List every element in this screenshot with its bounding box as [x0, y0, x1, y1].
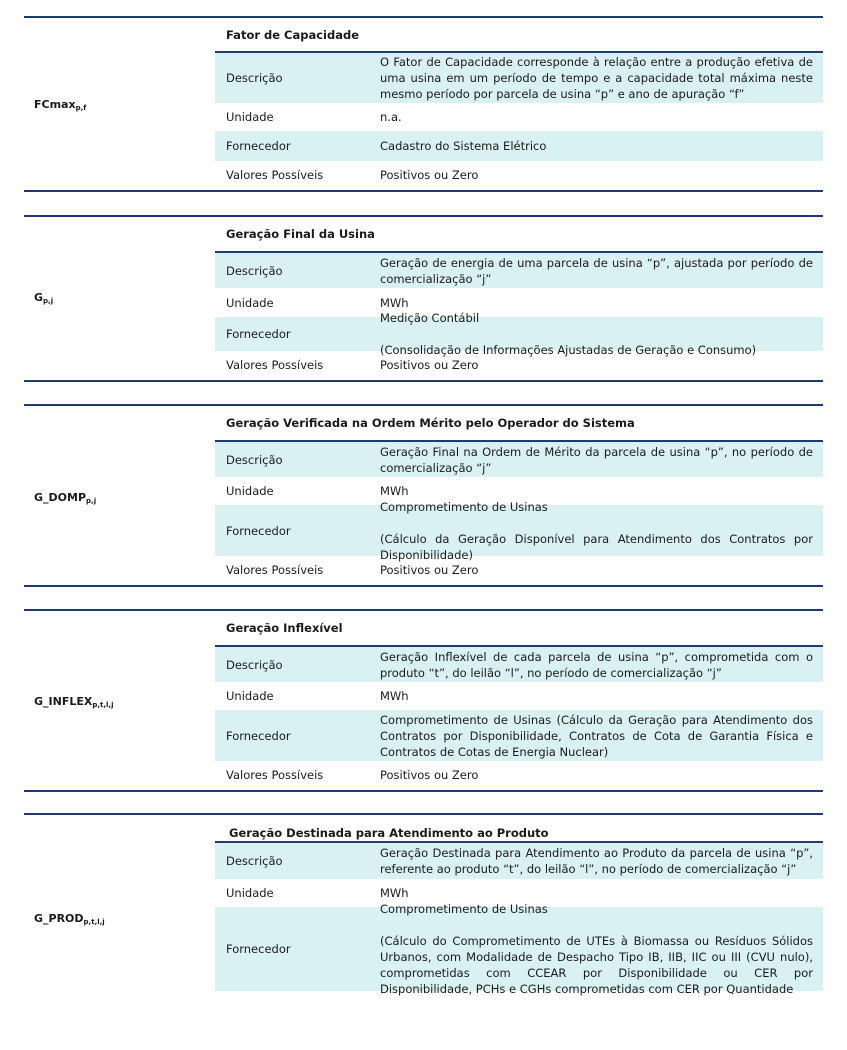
row-unidade — [215, 103, 823, 131]
row-value: Positivos ou Zero — [380, 358, 479, 372]
row-label: Fornecedor — [226, 139, 291, 153]
row-label: Descrição — [226, 263, 283, 278]
row-label: Fornecedor — [226, 523, 291, 538]
row-label: Unidade — [226, 295, 274, 310]
block-title: Geração Verificada na Ordem Mérito pelo Operador do Sistema — [226, 416, 635, 430]
block-title: Geração Destinada para Atendimento ao Produto — [229, 826, 549, 840]
row-value: Comprometimento de Usinas (Cálculo da Geração Disponível para Atendimento dos Contratos por Disponibilidade) — [380, 499, 813, 562]
block-top-rule — [24, 16, 823, 18]
variable-name: $G_{p,j}$ — [34, 291, 54, 305]
row-fornecedor — [215, 499, 823, 562]
block-bottom-rule — [24, 585, 823, 587]
variable-name: $G\_INFLEX_{p,t,l,j}$ — [34, 695, 114, 709]
row-value: Cadastro do Sistema Elétrico — [380, 139, 547, 153]
row-value: n.a. — [380, 110, 402, 124]
variable-name: $G\_PROD_{p,t,l,j}$ — [34, 912, 105, 926]
row-value: O Fator de Capacidade corresponde à relação entre a produção efetiva de uma usina em um período de tempo e a capacidade total máxima neste mesmo período por parcela de usina “p” e ano de apuração “f” — [380, 55, 813, 101]
row-label: Unidade — [226, 689, 274, 703]
row-value: Geração Inflexível de cada parcela de usina “p”, comprometida com o produto “t”, do leilão “l”, no período de comercialização “j” — [380, 649, 813, 680]
row-value: Positivos ou Zero — [380, 563, 479, 577]
row-value: MWh — [380, 886, 409, 900]
block-top-rule — [24, 404, 823, 406]
row-descricao — [215, 843, 823, 879]
block-top-rule — [24, 609, 823, 611]
row-value: Positivos ou Zero — [380, 768, 479, 782]
block-title: Geração Inflexível — [226, 621, 343, 635]
row-descricao — [215, 442, 823, 477]
row-value: Medição Contábil (Consolidação de Informações Ajustadas de Geração e Consumo) — [380, 311, 757, 357]
row-fornecedor — [215, 902, 823, 996]
row-descricao — [215, 53, 823, 103]
row-value: Comprometimento de Usinas (Cálculo da Geração para Atendimento dos Contratos por Disponibilidade, Contratos de Cota de Garantia Física e Contratos de Cotas de Energia Nuclear) — [380, 712, 813, 759]
row-label: Fornecedor — [226, 728, 291, 743]
row-descricao — [215, 253, 823, 288]
row-unidade — [215, 682, 823, 710]
block-bottom-rule — [24, 380, 823, 382]
row-value: Geração de energia de uma parcela de usina “p”, ajustada por período de comercialização “j” — [380, 255, 813, 286]
row-fornecedor — [215, 131, 823, 161]
row-value: Geração Destinada para Atendimento ao Produto da parcela de usina “p”, referente ao produto “t”, do leilão “l”, no período de comercialização “j” — [380, 846, 813, 876]
row-fornecedor — [215, 710, 823, 761]
row-value: Comprometimento de Usinas (Cálculo do Comprometimento de UTEs à Biomassa ou Resíduos Sólidos Urbanos, com Modalidade de Despacho Tipo IB, IIB, IIC ou III (CVU nulo), comprometidas com CCEAR por Disponibilidade ou CER por Disponibilidade, PCHs e CGHs comprometidas com CER por Quantidade — [380, 902, 813, 996]
variable-name: $G\_DOMP_{p,j}$ — [34, 491, 97, 505]
block-top-rule — [24, 215, 823, 217]
row-label: Unidade — [226, 484, 274, 498]
row-valores — [215, 351, 823, 379]
row-value: MWh — [380, 689, 409, 703]
row-valores — [215, 161, 823, 189]
block-title: Geração Final da Usina — [226, 227, 375, 241]
row-value: MWh — [380, 295, 409, 310]
row-descricao — [215, 647, 823, 682]
row-label: Fornecedor — [226, 942, 291, 956]
row-label: Descrição — [226, 452, 283, 467]
row-fornecedor — [215, 311, 823, 357]
row-valores — [215, 761, 823, 789]
row-label: Unidade — [226, 886, 274, 900]
block-top-rule — [24, 813, 823, 815]
variable-name: FCmax$_{p,f}$ — [34, 98, 87, 112]
row-label: Descrição — [226, 71, 283, 85]
row-label: Valores Possíveis — [226, 168, 324, 182]
row-label: Unidade — [226, 110, 274, 124]
row-value: Geração Final na Ordem de Mérito da parcela de usina “p”, no período de comercialização “j” — [380, 444, 813, 475]
block-title: Fator de Capacidade — [226, 28, 360, 42]
row-label: Descrição — [226, 657, 283, 672]
row-value: MWh — [380, 484, 409, 498]
row-label: Valores Possíveis — [226, 768, 324, 782]
row-label: Descrição — [226, 854, 283, 868]
row-value: Positivos ou Zero — [380, 168, 479, 182]
row-valores — [215, 556, 823, 584]
row-label: Valores Possíveis — [226, 563, 324, 577]
block-bottom-rule — [24, 190, 823, 192]
row-label: Valores Possíveis — [226, 358, 324, 372]
block-bottom-rule — [24, 790, 823, 792]
row-label: Fornecedor — [226, 327, 291, 341]
